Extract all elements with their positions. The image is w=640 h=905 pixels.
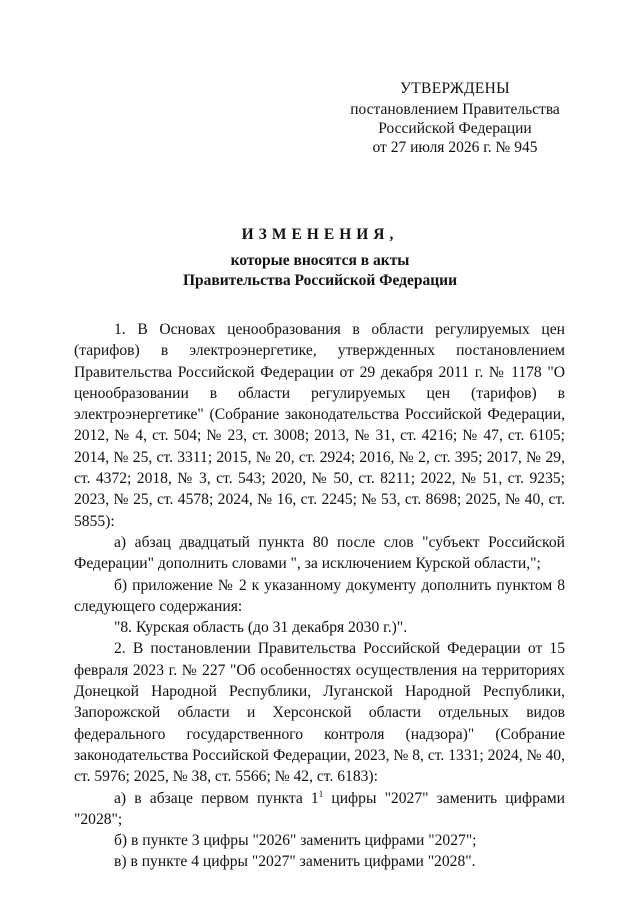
document-body xyxy=(74,319,565,873)
approval-line-1: постановлением Правительства xyxy=(350,101,560,118)
approval-line-3: от 27 июля 2026 г. № 945 xyxy=(372,139,538,156)
approval-heading: УТВЕРЖДЕНЫ xyxy=(400,80,510,97)
title-subtitle-2: Правительства Российской Федерации xyxy=(182,272,458,289)
approval-line-2: Российской Федерации xyxy=(378,120,532,137)
document-title xyxy=(0,225,640,291)
title-main: ИЗМЕНЕНИЯ, xyxy=(241,226,399,243)
paragraph-2-b: б) в пункте 3 цифры "2026" заменить цифрами "2027"; xyxy=(114,832,477,850)
paragraph-2-a-end: цифры "2027" заменить цифрами "2028"; xyxy=(74,789,565,828)
paragraph-1: 1. В Основах ценообразования в области регулируемых цен (тарифов) в электроэнергетике, утвержденных постановлением Правительства Российской Федерации от 29 декабря 2011 г. № 1178 "О ценообразовании в области регулируемых цен (тарифов) в электроэнергетике" (Собрание законодательства Российской Федерации, 2012, № 4, ст. 504; № 23, ст. 3008; 2013, № 31, ст. 4216; № 47, ст. 6105; 2014, № 25, ст. 3311; 2015, № 20, ст. 2924; 2016, № 2, ст. 395; 2017, № 29, ст. 4372; 2018, № 3, ст. 543; 2020, № 50, ст. 8211; 2022, № 51, ст. 9235; 2023, № 25, ст. 4578; 2024, № 16, ст. 2245; № 53, ст. 8698; 2025, № 40, ст. 5855): xyxy=(74,321,565,530)
paragraph-2: 2. В постановлении Правительства Российской Федерации от 15 февраля 2023 г. № 227 "Об особенностях осуществления на территориях Донецкой Народной Республики, Луганской Народной Республики, Запорожской области и Херсонской области отдельных видов федерального государственного контроля (надзора)" (Собрание законодательства Российской Федерации, 2023, № 8, ст. 1331; 2024, № 40, ст. 5976; 2025, № 38, ст. 5566; № 42, ст. 6183): xyxy=(74,640,565,786)
paragraph-2-c: в) в пункте 4 цифры "2027" заменить цифрами "2028". xyxy=(114,853,476,871)
paragraph-1-b: б) приложение № 2 к указанному документу дополнить пунктом 8 следующего содержания: xyxy=(74,576,565,615)
paragraph-2-a-start: а) в абзаце первом пункта 1 xyxy=(114,789,319,807)
paragraph-2-a xyxy=(74,788,565,831)
paragraph-1-a: а) абзац двадцатый пункта 80 после слов "субъект Российской Федерации" дополнить словами ", за исключением Курской области,"; xyxy=(74,533,565,573)
approval-block xyxy=(330,79,580,157)
title-subtitle-1: которые вносятся в акты xyxy=(230,252,410,269)
paragraph-1-c: "8. Курская область (до 31 декабря 2030 г.)". xyxy=(114,619,408,637)
paragraph-2-a-superscript: 1 xyxy=(318,788,324,799)
